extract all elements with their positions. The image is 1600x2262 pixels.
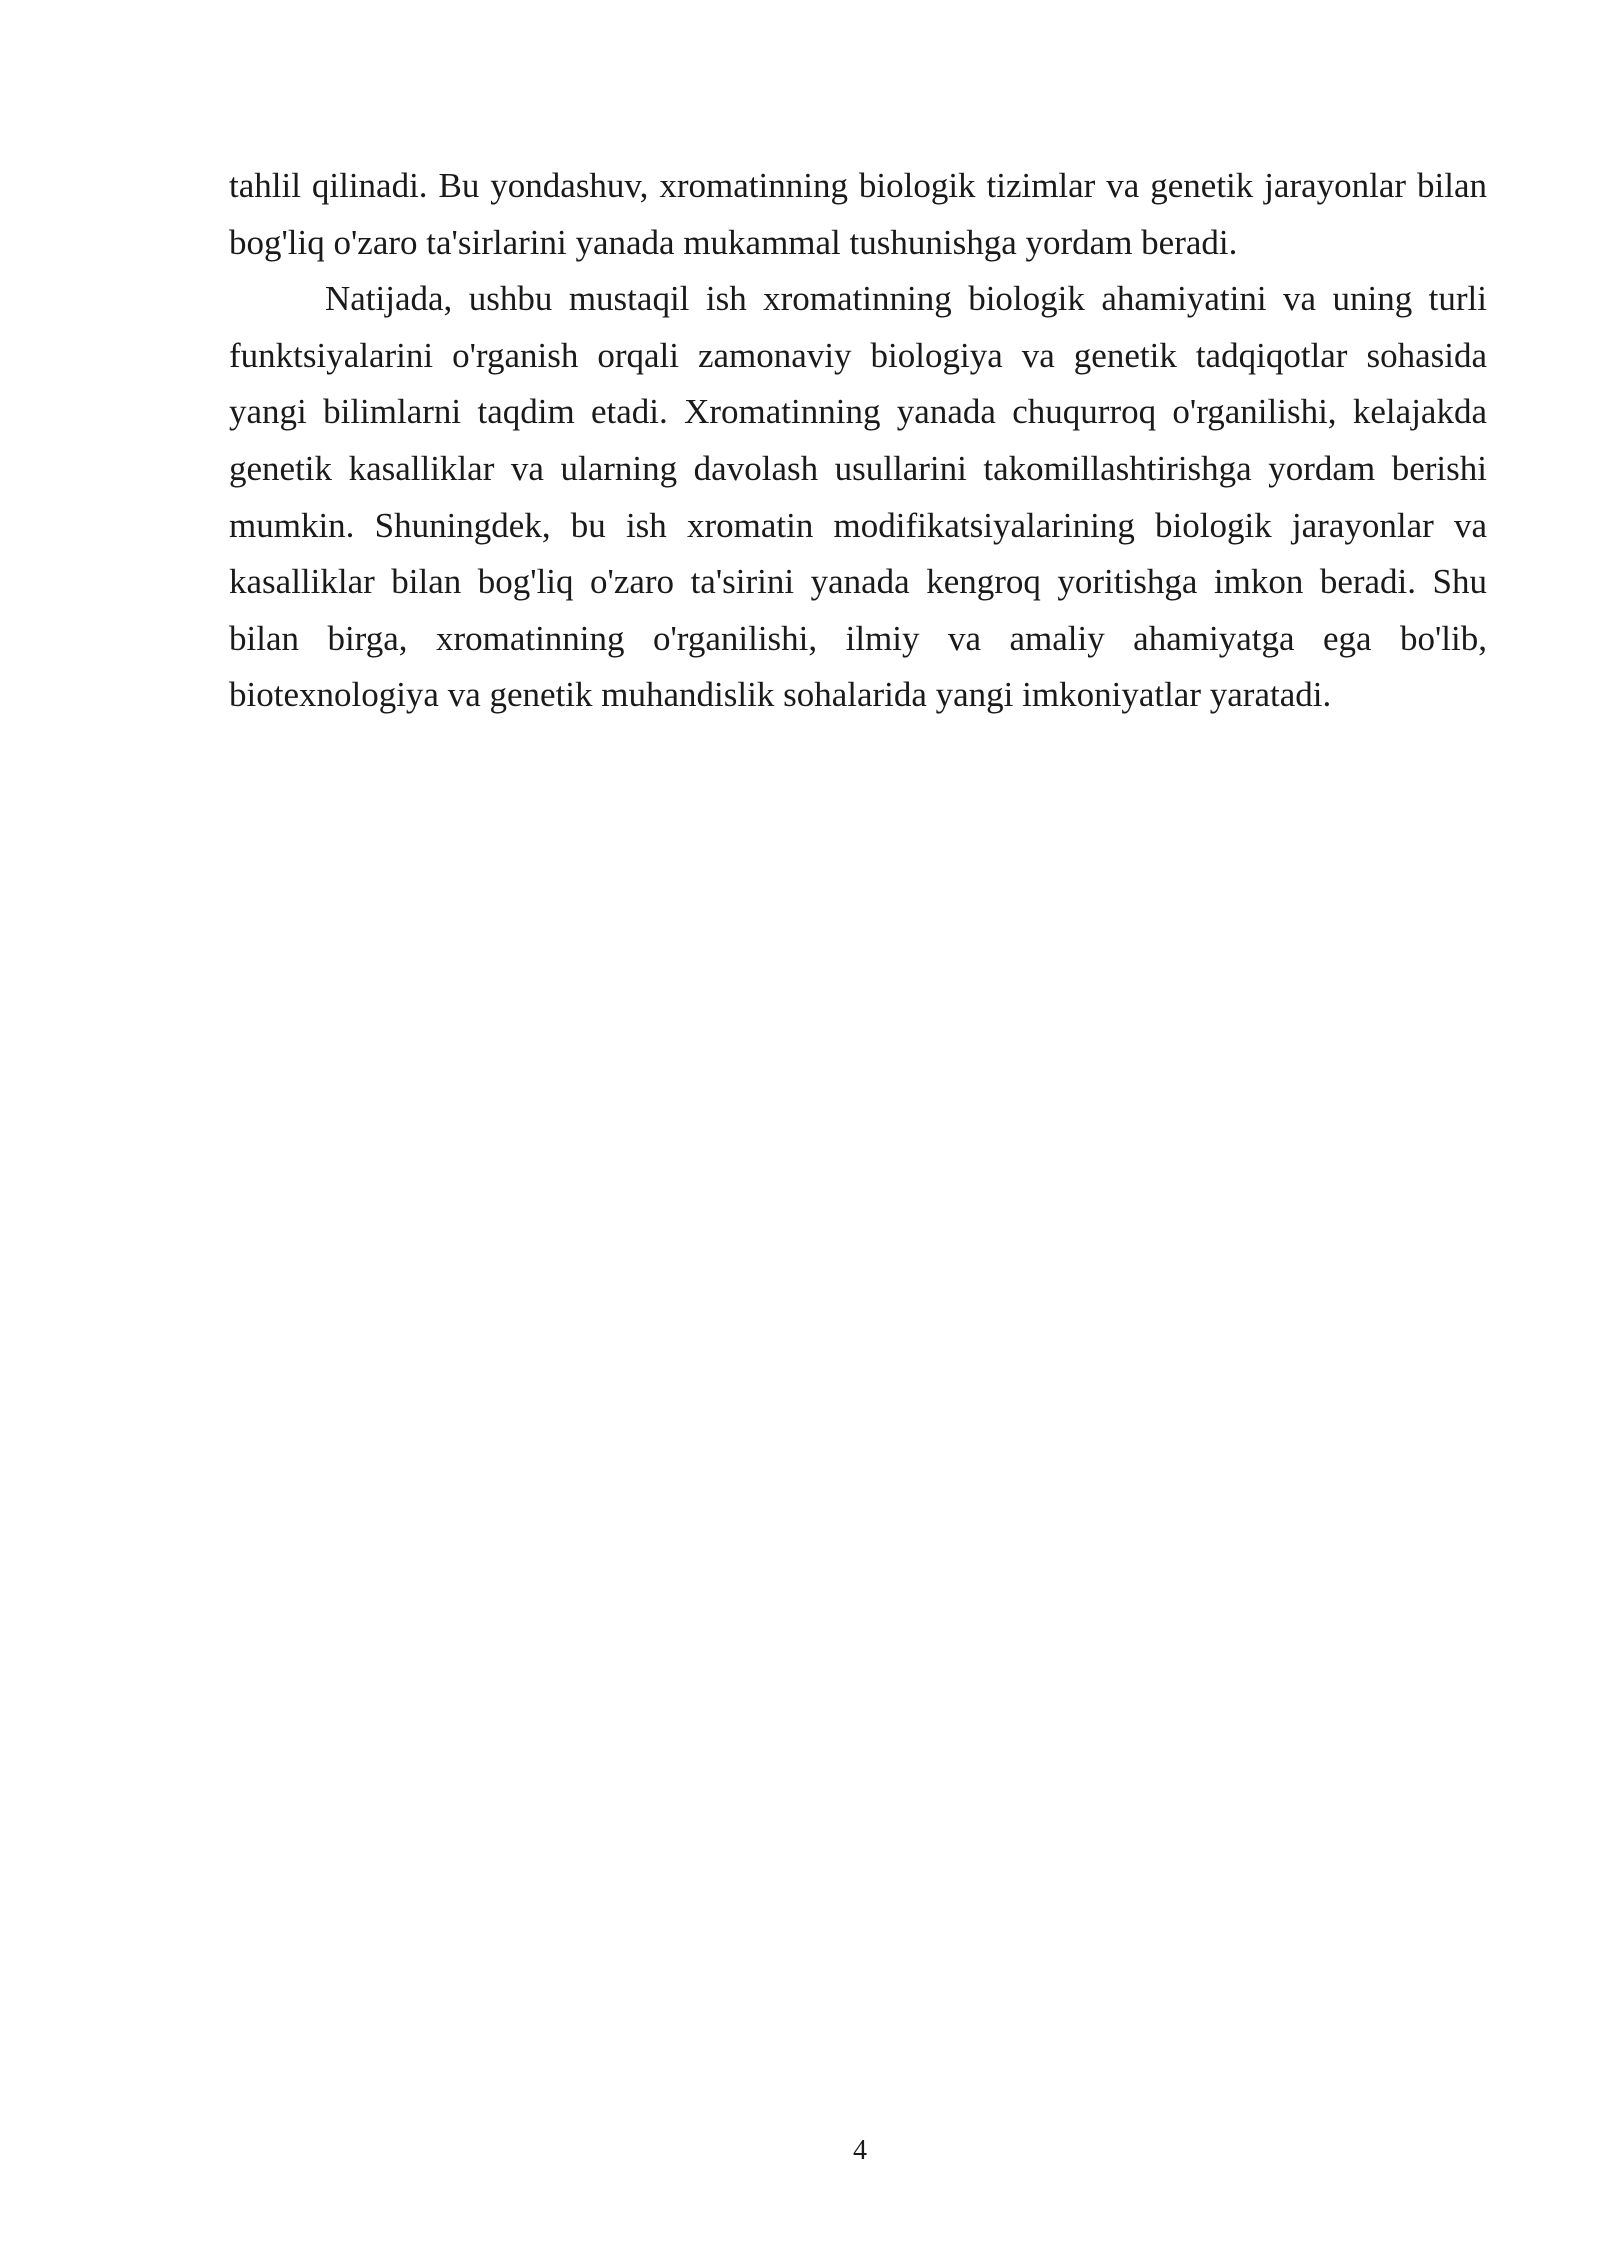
paragraph-conclusion: Natijada, ushbu mustaqil ish xromatinning biologik ahamiyatini va uning turli funktsiyalarini o'rganish orqali zamonaviy biologiya va genetik tadqiqotlar sohasida yangi bilimlarni taqdim etadi. Xromatinning yanada chuqurroq o'rganilishi, kelajakda genetik kasalliklar va ularning davolash usullarini takomillashtirishga yordam berishi mumkin. Shuningdek, bu ish xromatin modifikatsiyalarining biologik jarayonlar va kasalliklar bilan bog'liq o'zaro ta'sirini yanada kengroq yoritishga imkon beradi. Shu bilan birga, xromatinning o'rganilishi, ilmiy va amaliy ahamiyatga ega bo'lib, biotexnologiya va genetik muhandislik sohalarida yangi imkoniyatlar yaratadi.	[229, 279, 1487, 715]
body-text	[229, 158, 1487, 724]
page-number: 4	[853, 2135, 867, 2166]
paragraph-continuation: tahlil qilinadi. Bu yondashuv, xromatinning biologik tizimlar va genetik jarayonlar bilan bog'liq o'zaro ta'sirlarini yanada mukammal tushunishga yordam beradi.	[229, 166, 1487, 262]
